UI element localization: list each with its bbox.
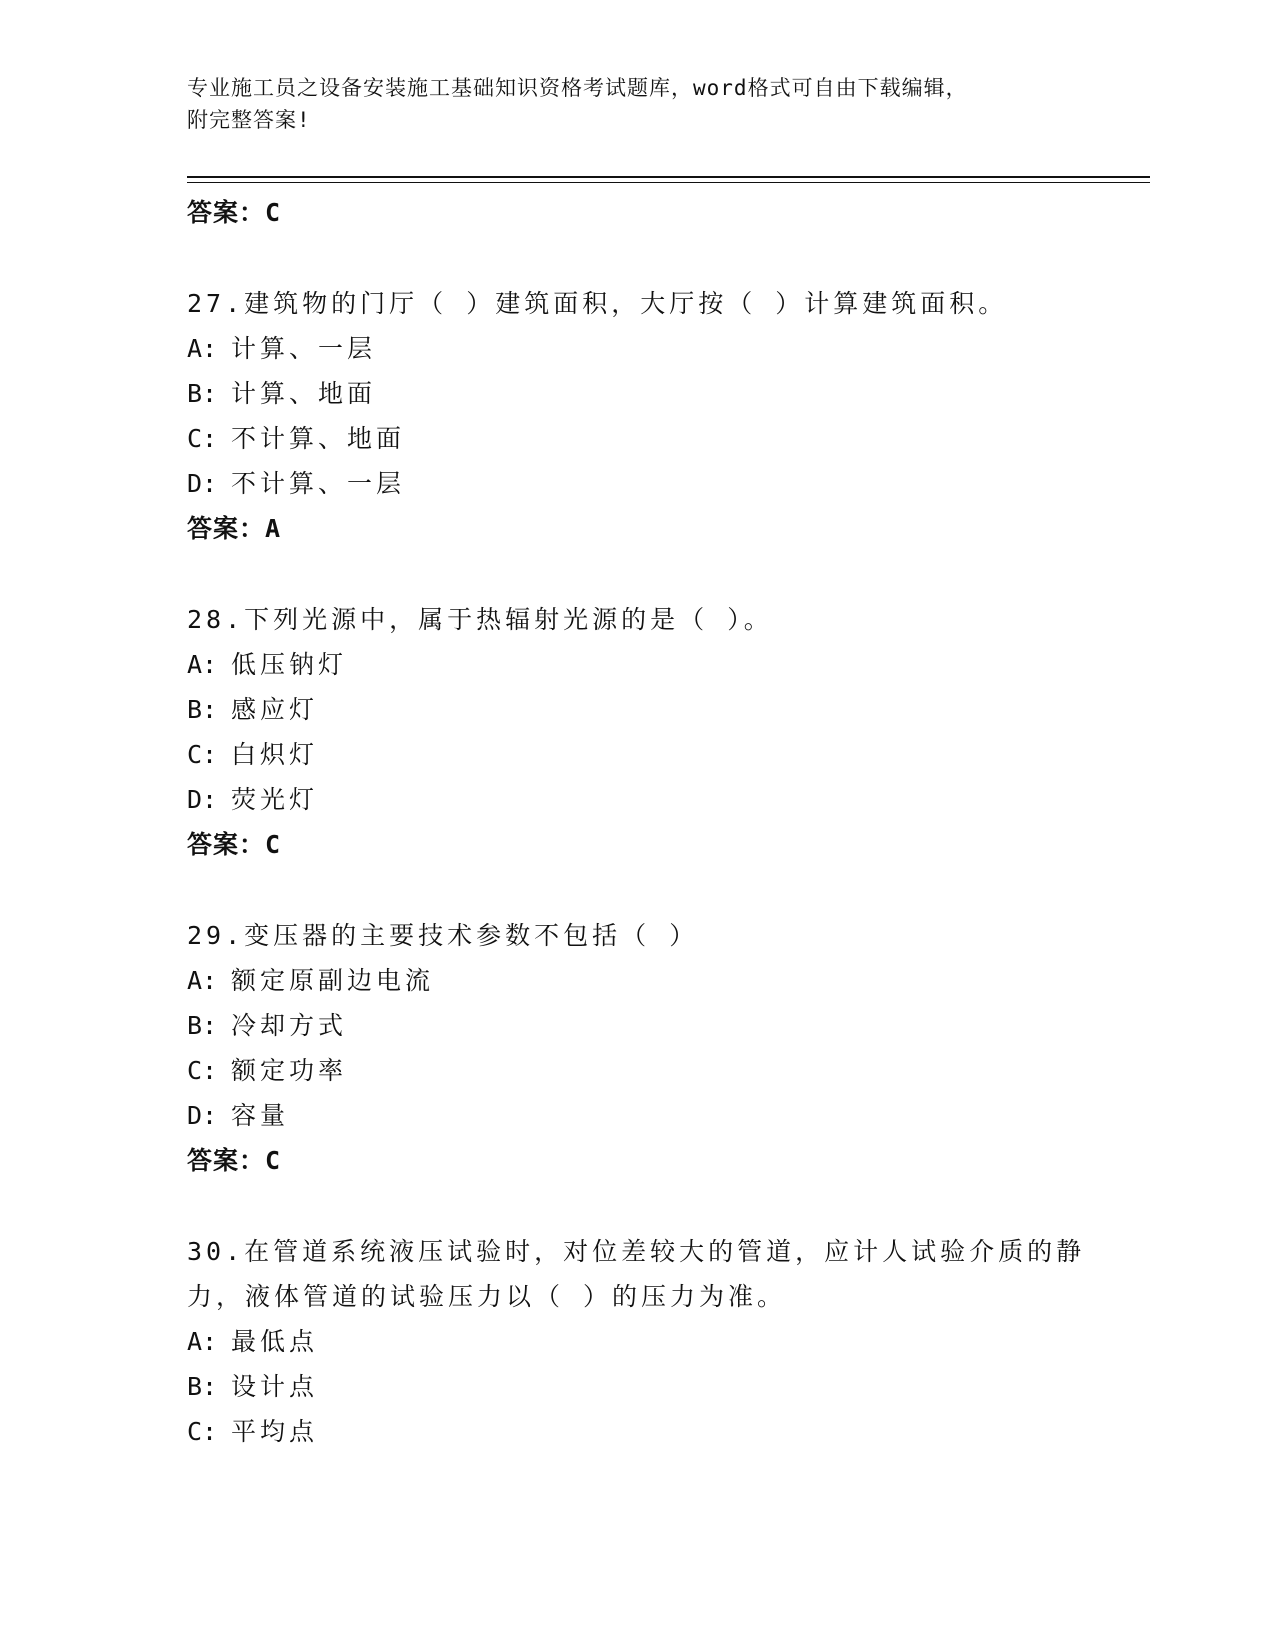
option-a-27 xyxy=(187,326,1087,371)
option-letter: B: xyxy=(187,379,218,408)
option-d-27 xyxy=(187,461,1087,506)
option-text: 额定原副边电流 xyxy=(231,966,435,995)
header-divider-thin xyxy=(187,182,1150,183)
question-block-27 xyxy=(187,281,1087,551)
option-c-29 xyxy=(187,1048,1087,1093)
answer-line-27: 答案：A xyxy=(187,514,282,543)
option-text: 荧光灯 xyxy=(231,785,319,814)
answer-line-28: 答案：C xyxy=(187,830,282,859)
option-letter: A: xyxy=(187,1327,218,1356)
question-text-30-line-1: 30.在管道系统液压试验时，对位差较大的管道，应计人试验介质的静 xyxy=(187,1237,1086,1266)
option-letter: B: xyxy=(187,695,218,724)
option-letter: D: xyxy=(187,1101,218,1130)
option-text: 设计点 xyxy=(231,1372,319,1401)
option-d-28 xyxy=(187,777,1087,822)
question-block-29 xyxy=(187,913,1087,1183)
header-line-1: 专业施工员之设备安装施工基础知识资格考试题库，word格式可自由下载编辑， xyxy=(187,76,968,100)
option-text: 容量 xyxy=(231,1101,290,1130)
option-text: 冷却方式 xyxy=(231,1011,348,1040)
option-letter: B: xyxy=(187,1011,218,1040)
option-c-28 xyxy=(187,732,1087,777)
option-text: 感应灯 xyxy=(231,695,319,724)
option-letter: C: xyxy=(187,1056,218,1085)
question-text-30-line-2: 力，液体管道的试验压力以（ ）的压力为准。 xyxy=(187,1282,787,1311)
option-b-27 xyxy=(187,371,1087,416)
option-letter: C: xyxy=(187,424,218,453)
question-text-28: 28.下列光源中，属于热辐射光源的是（ ）。 xyxy=(187,605,773,634)
option-letter: D: xyxy=(187,785,218,814)
option-letter: A: xyxy=(187,334,218,363)
option-letter: B: xyxy=(187,1372,218,1401)
option-letter: C: xyxy=(187,740,218,769)
option-letter: A: xyxy=(187,966,218,995)
option-b-28 xyxy=(187,687,1087,732)
option-a-29 xyxy=(187,958,1087,1003)
answer-line-29: 答案：C xyxy=(187,1146,282,1175)
option-c-27 xyxy=(187,416,1087,461)
option-letter: D: xyxy=(187,469,218,498)
option-text: 计算、地面 xyxy=(231,379,377,408)
option-d-29 xyxy=(187,1093,1087,1138)
option-letter: A: xyxy=(187,650,218,679)
option-a-28 xyxy=(187,642,1087,687)
question-block-28 xyxy=(187,597,1087,867)
option-text: 不计算、地面 xyxy=(231,424,406,453)
option-b-30 xyxy=(187,1364,1087,1409)
option-letter: C: xyxy=(187,1417,218,1446)
question-list xyxy=(187,190,1087,1454)
question-text-27: 27.建筑物的门厅（ ）建筑面积，大厅按（ ）计算建筑面积。 xyxy=(187,289,1008,318)
option-text: 白炽灯 xyxy=(231,740,319,769)
document-header xyxy=(187,72,1067,136)
option-c-30 xyxy=(187,1409,1087,1454)
option-b-29 xyxy=(187,1003,1087,1048)
option-text: 额定功率 xyxy=(231,1056,348,1085)
option-text: 不计算、一层 xyxy=(231,469,406,498)
question-text-29: 29.变压器的主要技术参数不包括（ ） xyxy=(187,921,699,950)
option-text: 最低点 xyxy=(231,1327,319,1356)
header-line-2: 附完整答案! xyxy=(187,108,311,132)
option-text: 平均点 xyxy=(231,1417,319,1446)
option-text: 低压钠灯 xyxy=(231,650,348,679)
option-a-30 xyxy=(187,1319,1087,1364)
header-divider-thick xyxy=(187,176,1150,178)
option-text: 计算、一层 xyxy=(231,334,377,363)
question-block-30 xyxy=(187,1229,1087,1454)
answer-line-q26: 答案：C xyxy=(187,198,282,227)
